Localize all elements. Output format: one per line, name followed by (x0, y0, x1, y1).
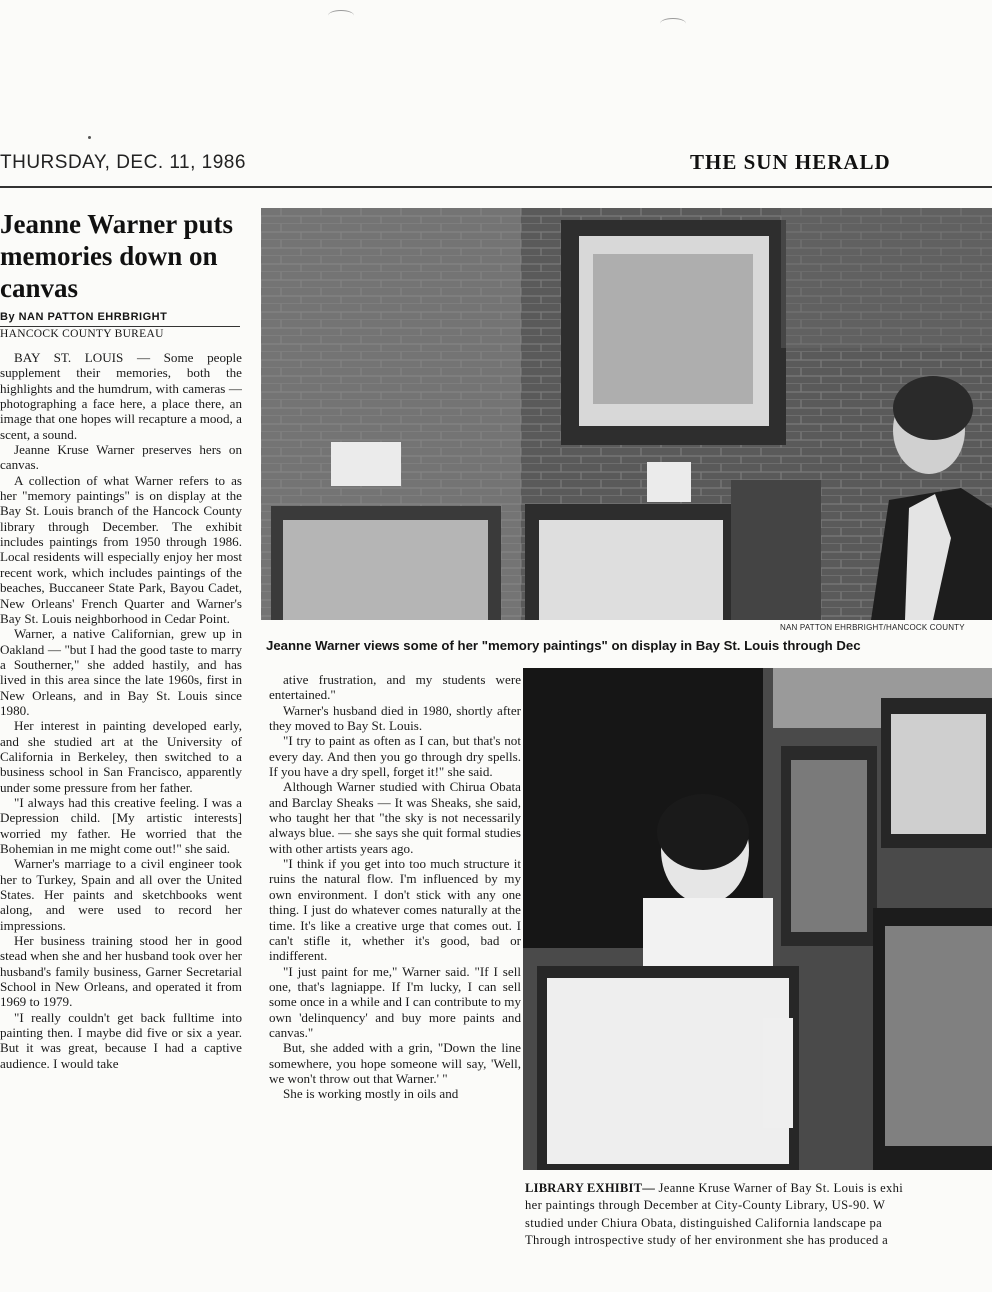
article-column-1 (0, 350, 242, 1285)
bureau-line: HANCOCK COUNTY BUREAU (0, 326, 240, 340)
article-paragraph: "I think if you get into too much structure it ruins the natural flow. I'm influenced by my own environment. I don't stick with any one thing. I just do whatever comes naturally at the time. It's like a creative urge that comes out. I can't stifle it, whether it's good, bad or indifferent. (269, 856, 521, 964)
article-paragraph: Jeanne Kruse Warner preserves hers on canvas. (0, 442, 242, 473)
masthead: THE SUN HERALD (690, 150, 891, 174)
article-paragraph: A collection of what Warner refers to as her "memory paintings" is on display at the Bay St. Louis branch of the Hancock County library through December. The exhibit includes paintings from 1950 through 1986. Local residents will especially enjoy her most recent work, which includes paintings of the beaches, Buccaneer State Park, Bayou Cadet, New Orleans' French Quarter and Warner's Bay St. Louis neighborhood in Cedar Point. (0, 472, 242, 626)
article-paragraph: Warner, a native Californian, grew up in Oakland — "but I had the good taste to marry a Southerner," she added hastily, and has lived in this area since the late 1960s, first in New Orleans, and in Bay St. Louis since 1980. (0, 626, 242, 718)
article-paragraph: Warner's marriage to a civil engineer took her to Turkey, Spain and all over the United States. Her paints and sketchbooks went along, and were used to record her impressions. (0, 856, 242, 933)
byline: By NAN PATTON EHRBRIGHT (0, 311, 168, 323)
article-paragraph: BAY ST. LOUIS — Some people supplement their memories, both the highlights and the humdrum, with cameras — photographing a face here, a place there, an image that one hopes will recapture a mood, a scent, a sound. (0, 350, 242, 442)
article-paragraph: But, she added with a grin, "Down the line somewhere, you hope someone will say, 'Well, we won't throw out that Warner.' " (269, 1040, 521, 1086)
top-rule (0, 186, 992, 188)
article-paragraph: Her interest in painting developed early, and she studied art at the University of California in Berkeley, then switched to a business school in San Francisco, apparently under some pressure from her father. (0, 718, 242, 795)
caption-line-1: LIBRARY EXHIBIT— Jeanne Kruse Warner of Bay St. Louis is exhi (525, 1181, 904, 1195)
article-column-2 (269, 672, 521, 1284)
photo-warner-holding-painting (523, 668, 992, 1170)
photo-caption-1: Jeanne Warner views some of her "memory paintings" on display in Bay St. Louis through Dec (266, 638, 861, 653)
article-paragraph: She is working mostly in oils and (283, 1086, 459, 1102)
article-paragraph: Although Warner studied with Chirua Obata and Barclay Sheaks — It was Sheaks, she said, who taught her that "the sky is not necessarily always blue. — she says she quit formal studies with other artists years ago. (269, 779, 521, 856)
hole-punch-mark-right (660, 18, 686, 29)
article-paragraph: ative frustration, and my students were entertained." (269, 672, 521, 703)
article-paragraph: Warner's husband died in 1980, shortly after they moved to Bay St. Louis. (269, 702, 521, 734)
article-paragraph: "I just paint for me," Warner said. "If I sell one, that's lagniappe. If I'm lucky, I can sell some once in a while and I can contribute to my own 'delinquency' and buy more paints and canvas." (269, 963, 521, 1040)
article-paragraph: Her business training stood her in good stead when she and her husband took over her husband's family business, Garner Secretarial School in New Orleans, and operated it from 1969 to 1979. (0, 933, 242, 1010)
article-paragraph: "I try to paint as often as I can, but that's not every day. And then you go through dry spells. If you have a dry spell, forget it!" she said. (269, 733, 521, 780)
speck (88, 136, 91, 139)
photo-credit: NAN PATTON EHRBRIGHT/HANCOCK COUNTY (780, 623, 965, 632)
caption-label: LIBRARY EXHIBIT— (525, 1181, 656, 1195)
photo-caption-2 (525, 1180, 992, 1290)
headline: Jeanne Warner puts memories down on canvas (0, 209, 234, 303)
dateline: THURSDAY, DEC. 11, 1986 (0, 152, 246, 173)
photo-warner-viewing-paintings (261, 208, 992, 620)
caption-line-2: her paintings through December at City-County Library, US-90. W (525, 1198, 886, 1213)
article-paragraph: "I really couldn't get back fulltime into painting then. I maybe did five or six a year. But it was great, because I had a captive audience. I would take (0, 1009, 242, 1071)
hole-punch-mark-left (328, 10, 354, 21)
article-paragraph: "I always had this creative feeling. I was a Depression child. [My artistic interests] worried my father. He worried that the Bohemian in me might come out!" she said. (0, 794, 242, 856)
caption-line-4: Through introspective study of her environment she has produced a (525, 1233, 889, 1248)
caption-line-3: studied under Chiura Obata, distinguished California landscape pa (525, 1215, 883, 1230)
